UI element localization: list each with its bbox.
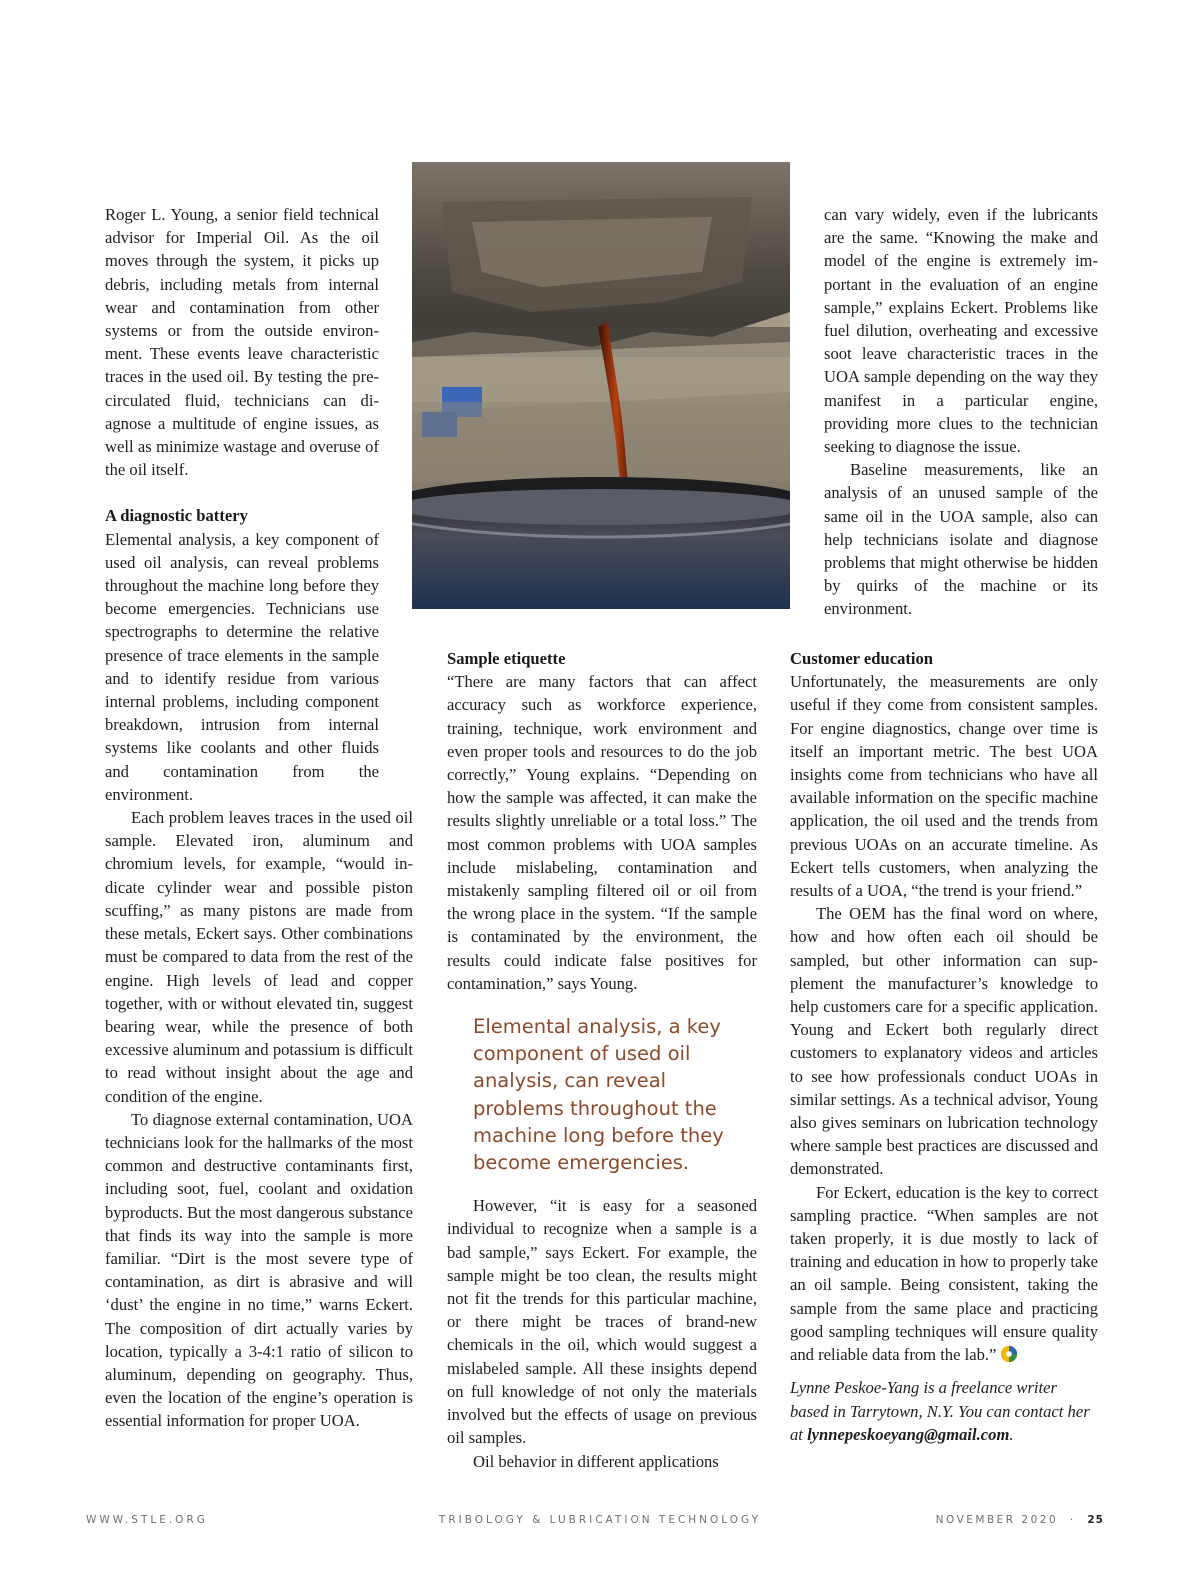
footer-publication: TRIBOLOGY & LUBRICATION TECHNOLOGY	[438, 1514, 762, 1526]
heading-diagnostic-battery: A diagnostic battery	[105, 506, 248, 526]
heading-customer-education: Customer education	[790, 649, 934, 668]
author-bio-text: Lynne Peskoe-Yang is a freelance writer based in Tarrytown, N.Y. You can contact her at	[790, 1378, 1090, 1444]
pull-quote: Elemental analysis, a key component of used oil analysis, can reveal problems throughout the machine long before they become emergencies.	[473, 1015, 724, 1175]
paragraph-external-contamination: To diagnose external contamination, UOA technicians look for the hallmarks of the most common and destructive contaminants first, including soot, fuel, coolant and oxidation byproducts. But the most dangerous substance that finds its way into the sample is more familiar. “Dirt is the most severe type of contamination, as dirt is abrasive and will ‘dust’ the engine in no time,” warns Eckert. The composition of dirt actually varies by location, typically a 3-4:1 ratio of silicon to aluminum, depending on geography. Thus, even the location of the engine’s operation is essential information for proper UOA.	[105, 1109, 413, 1431]
oil-draining-photo	[412, 162, 790, 609]
paragraph-oil-behavior: Oil behavior in different applications	[473, 1451, 719, 1471]
paragraph-baseline: Baseline measurements, like an analysis of an unused sample of the same oil in the UOA sample, also can help technicians isolate and diagnose problems that might otherwise be hidden by quirks of the machine or its environment.	[824, 460, 1098, 619]
paragraph-sample-factors: “There are many factors that can affect accuracy such as workforce experience, training, technique, work environment and even proper tools and resources to do the job correctly,” Young explains. “Depending on how the sample was affected, it can make the results slightly unreliable or a total loss.” The most common problems with UOA samples include mislabeling, contamination and mistakenly sampling filtered oil or oil from the wrong place in the system. “If the sample is contaminated by the environment, the results could indicate false positives for contamination,” says Young.	[447, 672, 757, 993]
footer-website[interactable]: WWW.STLE.ORG	[86, 1514, 208, 1526]
paragraph-education-key	[790, 1181, 1098, 1367]
oil-draining-image	[412, 162, 790, 609]
heading-sample-etiquette: Sample etiquette	[447, 649, 566, 668]
paragraph-education-key-text: For Eckert, education is the key to correct sampling practice. “When samples are not taken properly, it is due mostly to lack of training and education in how to properly take an oil sample. Being consistent, taking the sample from the same place and practicing good sampling techniques will ensure quality and reliable data from the lab.”	[790, 1182, 1098, 1365]
footer-issue	[936, 1514, 1104, 1526]
column-1	[105, 203, 413, 1433]
footer-date: NOVEMBER 2020	[935, 1514, 1059, 1526]
author-email-link[interactable]: lynnepeskoeyang@gmail.com	[807, 1424, 1010, 1444]
paragraph-vary-widely: can vary widely, even if the lubricants are the same. “Knowing the make and model of the engine is extremely important in the evaluation of an engine sample,” explains Eckert. Problems like fuel dilution, overheating and excessive soot leave characteristic traces in the UOA sample depending on the way they manifest in a particular engine, providing more clues to the technician seeking to diagnose the issue.	[824, 205, 1098, 457]
footer-separator: ·	[1069, 1514, 1076, 1526]
paragraph-bad-sample: However, “it is easy for a seasoned individual to recognize when a sample is a bad sample,” says Eckert. For example, the sample might be too clean, the results might not fit the trends for this particular machine, or there might be traces of brand-new chemicals in the oil, which would suggest a mislabeled sample. All these insights depend on full knowledge of not only the materials involved but the effects of usage on previous oil samples.	[447, 1196, 757, 1448]
paragraph-oem: The OEM has the final word on where, how and how often each oil should be sampled, but other information can supplement the manufacturer’s knowledge to help customers care for a specific application. Young and Eckert both regularly direct customers to explanatory videos and articles to see how professionals conduct UOAs in similar settings. As a technical advisor, Young also gives seminars on lubrication technology where sample best practices are discussed and demonstrated.	[790, 904, 1098, 1179]
author-bio-end: .	[1009, 1424, 1014, 1444]
page-number: 25	[1087, 1514, 1104, 1526]
paragraph-intro: Roger L. Young, a senior field technical advisor for Imperial Oil. As the oil moves through the system, it picks up debris, including metals from internal wear and contamination from other systems or from the outside environment. These events leave characteristic traces in the used oil. By testing the pre-circulated fluid, technicians can diagnose a multitude of engine issues, as well as minimize wastage and overuse of the oil itself.	[105, 205, 379, 480]
paragraph-elemental-analysis: Elemental analysis, a key component of used oil analysis, can reveal problems throughout the machine long before they become emergencies. Technicians use spectrographs to determine the relative presence of trace elements in the sample and to identify residue from various internal problems, including component breakdown, intrusion from internal systems like coolants and other fluids and contamination from the environment.	[105, 529, 379, 804]
column-3-top	[824, 203, 1098, 621]
paragraph-consistent-samples: Unfortunately, the measurements are only useful if they come from consistent samples. For engine diagnostics, change over time is itself an important metric. The best UOA insights come from technicians who have all available information on the specific machine application, the oil used and the trends from previous UOAs on an accurate timeline. As Eckert tells customers, when analyzing the results of a UOA, “the trend is your friend.”	[790, 672, 1098, 901]
author-bio	[790, 1376, 1098, 1446]
column-3	[790, 647, 1098, 1446]
paragraph-problem-traces: Each problem leaves traces in the used oil sample. Elevated iron, aluminum and chromium levels, for example, “would indicate cylinder wear and possible piston scuffing,” as many pistons are made from these metals, Eckert says. Other combinations must be compared to data from the rest of the engine. High levels of lead and copper together, with or without elevated tin, suggest bearing wear, while the presence of both excessive aluminum and potassium is difficult to read without insight about the age and condition of the engine.	[105, 808, 413, 1106]
stle-logo-icon	[1000, 1345, 1018, 1363]
column-2	[447, 647, 757, 1473]
